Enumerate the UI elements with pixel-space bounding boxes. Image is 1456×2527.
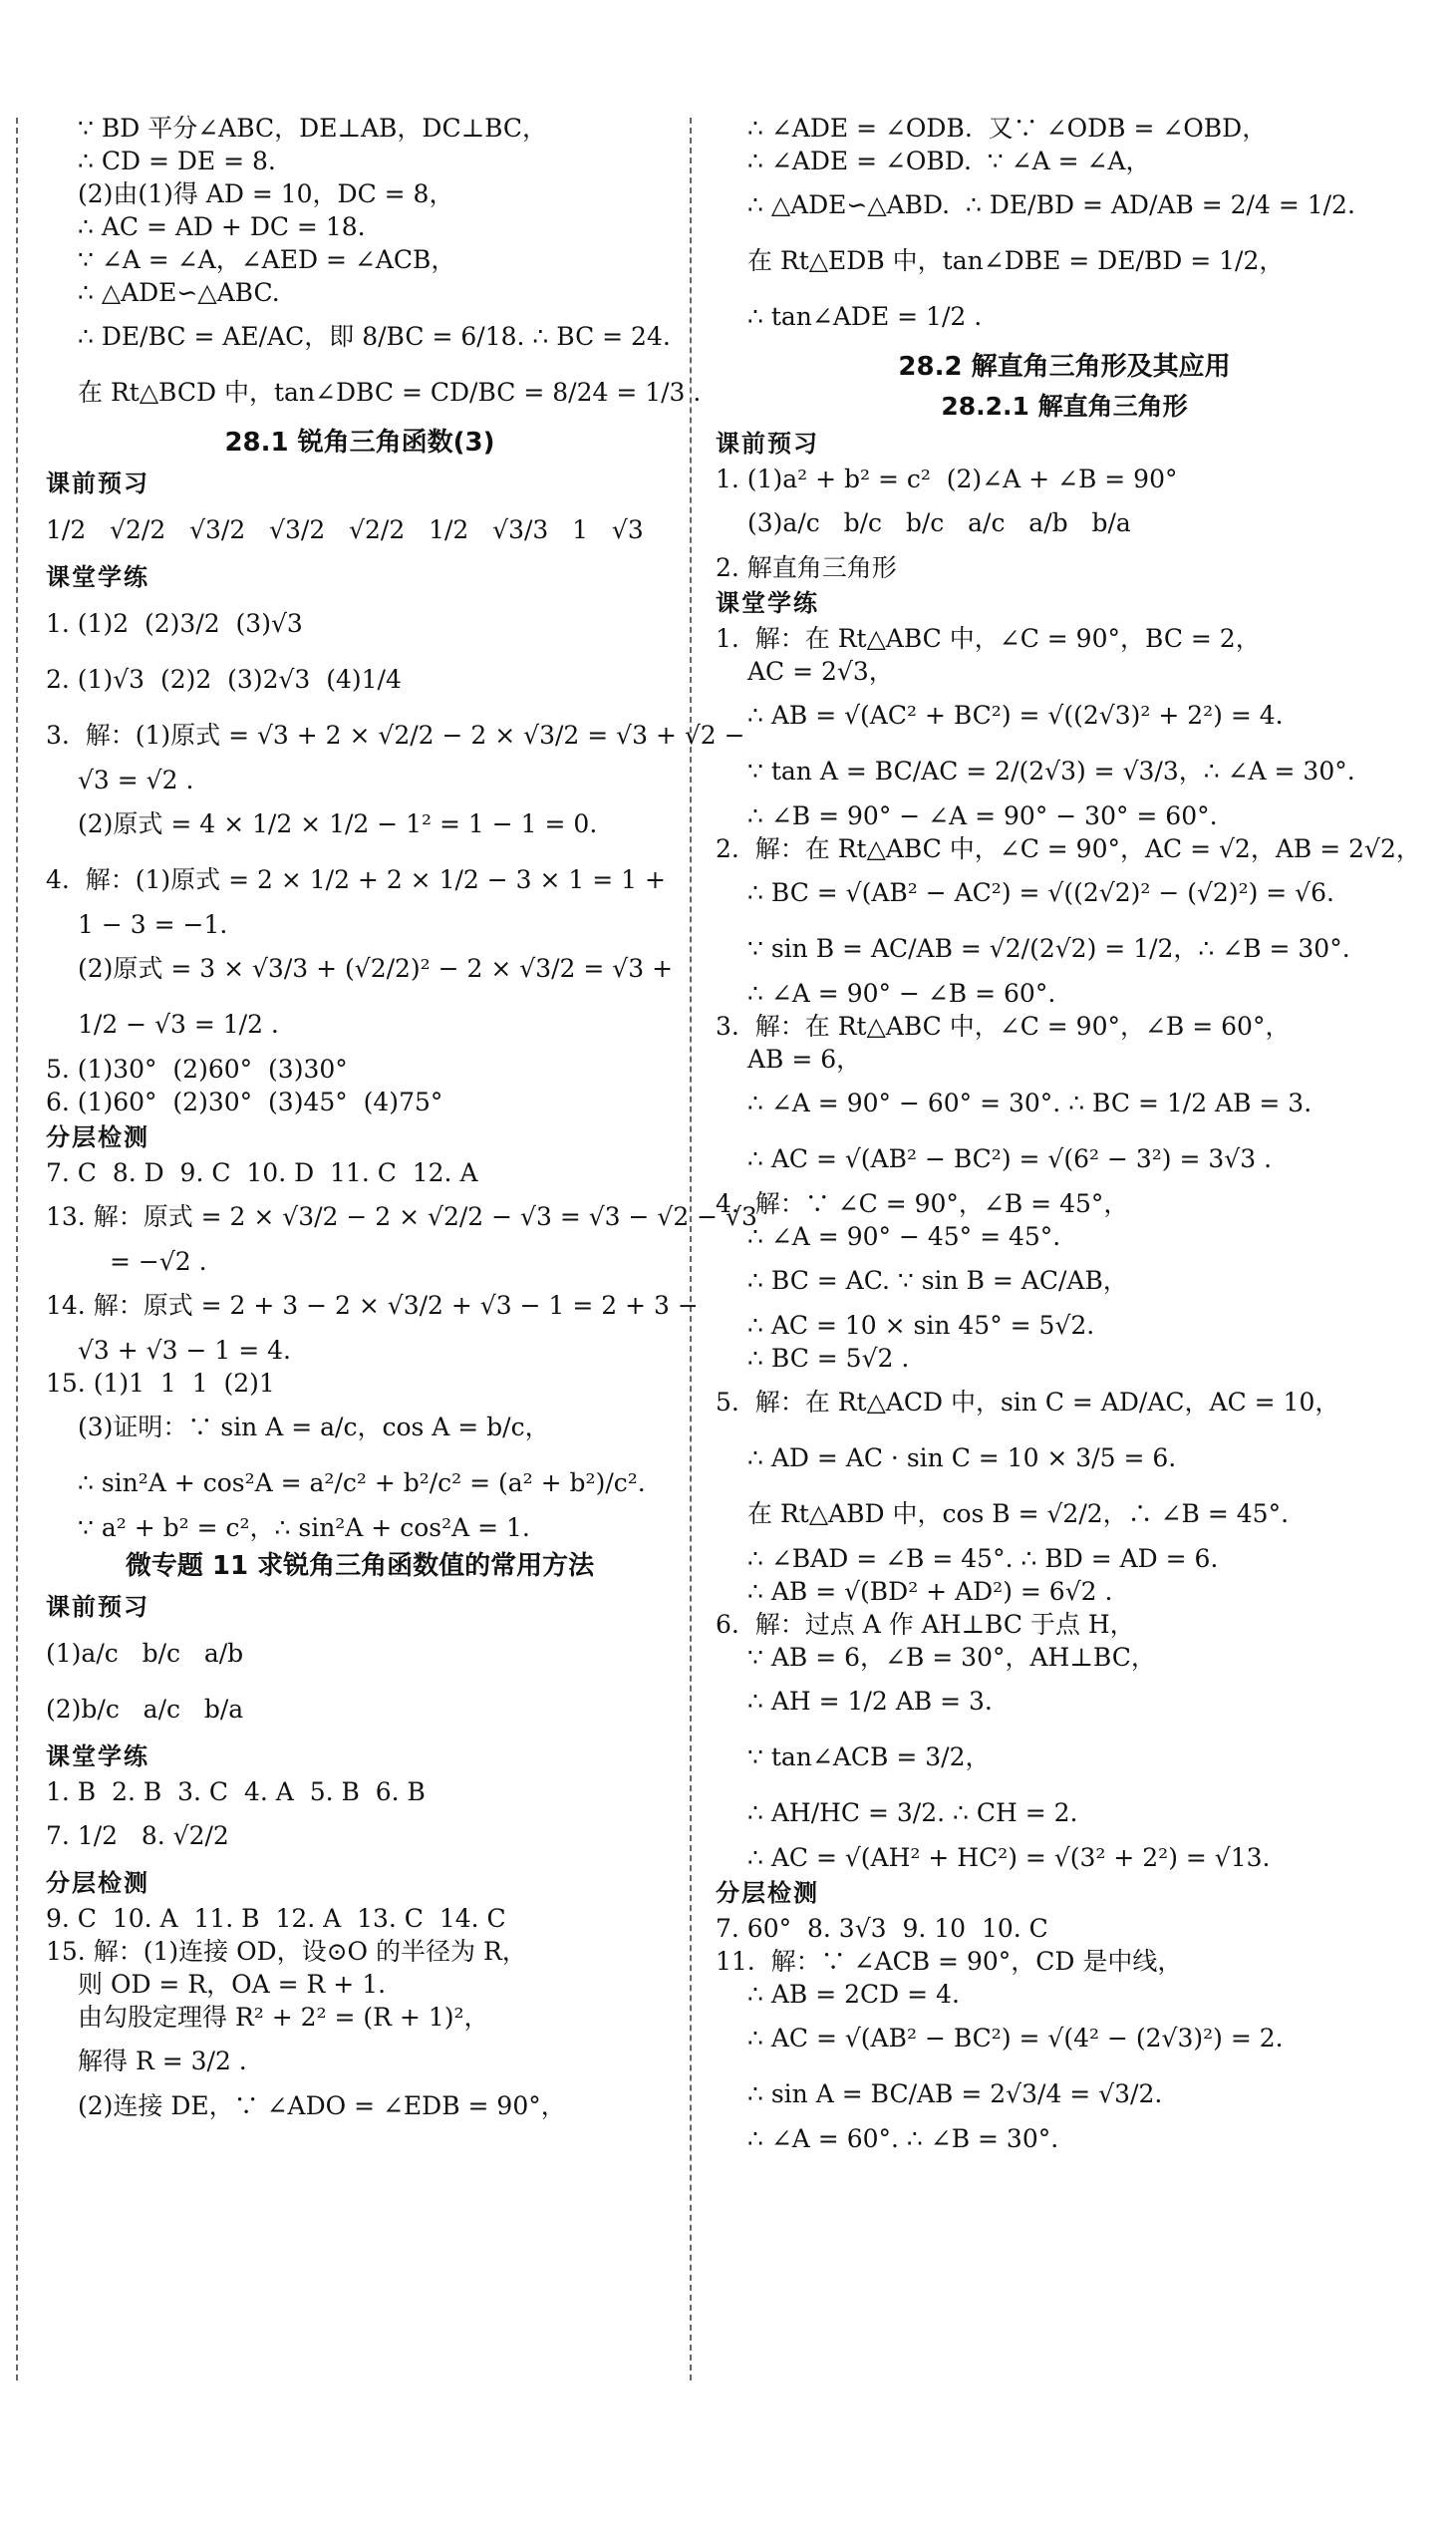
text-line: 1. 解：在 Rt△ABC 中，∠C = 90°，BC = 2， xyxy=(716,624,1261,653)
text-line: 1 − 3 = −1. xyxy=(78,910,228,939)
section-label: 课堂学练 xyxy=(46,1742,149,1770)
text-line: 4. 解：(1)原式 = 2 × 1/2 + 2 × 1/2 − 3 × 1 = 1 + xyxy=(46,865,666,894)
text-line: ∴ sin²A + cos²A = a²/c² + b²/c² = (a² + b²)/c². xyxy=(78,1468,646,1497)
section-label: 分层检测 xyxy=(716,1879,819,1907)
text-line: (3)证明：∵ sin A = a/c，cos A = b/c， xyxy=(78,1413,550,1441)
text-line: ∴ BC = AC. ∵ sin B = AC/AB， xyxy=(747,1266,1128,1295)
text-line: = −√2 . xyxy=(110,1247,207,1276)
text-line: ∴ BC = √(AB² − AC²) = √((2√2)² − (√2)²) = √6. xyxy=(747,878,1334,907)
text-line: (2)原式 = 3 × √3/3 + (√2/2)² − 2 × √3/2 = √3 + xyxy=(78,954,674,983)
section-heading: 28.2 解直角三角形及其应用 xyxy=(898,352,1231,382)
text-line: 解得 R = 3/2 . xyxy=(78,2047,247,2075)
text-line: ∵ AB = 6，∠B = 30°，AH⊥BC， xyxy=(747,1643,1156,1672)
text-line: (3)a/c b/c b/c a/c a/b b/a xyxy=(747,508,1131,537)
text-line: ∴ ∠A = 90° − ∠B = 60°. xyxy=(747,979,1056,1008)
text-line: ∴ AD = AC · sin C = 10 × 3/5 = 6. xyxy=(747,1443,1177,1472)
section-label: 课前预习 xyxy=(46,470,149,497)
text-line: 6. (1)60° (2)30° (3)45° (4)75° xyxy=(46,1088,443,1116)
text-line: 1/2 − √3 = 1/2 . xyxy=(78,1010,279,1039)
text-line: ∴ ∠ADE = ∠ODB. 又∵ ∠ODB = ∠OBD， xyxy=(747,114,1268,143)
text-line: ∴ DE/BC = AE/AC，即 8/BC = 6/18. ∴ BC = 24. xyxy=(78,322,671,351)
text-line: 5. (1)30° (2)60° (3)30° xyxy=(46,1055,348,1084)
text-line: 13. 解：原式 = 2 × √3/2 − 2 × √2/2 − √3 = √3 − √2 − √3 xyxy=(46,1202,757,1231)
text-line: √3 + √3 − 1 = 4. xyxy=(78,1336,291,1365)
text-line: ∴ sin A = BC/AB = 2√3/4 = √3/2. xyxy=(747,2079,1163,2108)
text-line: √3 = √2 . xyxy=(78,766,194,794)
text-line: 7. 60° 8. 3√3 9. 10 10. C xyxy=(716,1914,1048,1943)
page-edge-rule xyxy=(16,118,18,2380)
text-line: 3. 解：(1)原式 = √3 + 2 × √2/2 − 2 × √3/2 = √3 + √2 − xyxy=(46,721,745,750)
section-label: 分层检测 xyxy=(46,1123,149,1151)
left-column xyxy=(46,112,757,2122)
text-line: ∴ △ADE∽△ABC. xyxy=(78,278,280,307)
text-line: ∴ ∠B = 90° − ∠A = 90° − 30° = 60°. xyxy=(747,801,1218,830)
text-line: ∴ ∠A = 90° − 60° = 30°. ∴ BC = 1/2 AB = 3. xyxy=(747,1089,1312,1117)
text-line: ∴ ∠ADE = ∠OBD. ∵ ∠A = ∠A， xyxy=(747,147,1151,175)
text-line: AC = 2√3， xyxy=(747,657,894,686)
text-line: 5. 解：在 Rt△ACD 中，sin C = AD/AC，AC = 10， xyxy=(716,1388,1340,1417)
text-line: 7. 1/2 8. √2/2 xyxy=(46,1821,229,1850)
text-line: 2. (1)√3 (2)2 (3)2√3 (4)1/4 xyxy=(46,665,402,694)
text-line: 1. (1)a² + b² = c² (2)∠A + ∠B = 90° xyxy=(716,465,1178,493)
section-label: 课前预习 xyxy=(716,430,819,458)
text-line: 2. 解：在 Rt△ABC 中，∠C = 90°，AC = √2，AB = 2√2， xyxy=(716,834,1421,863)
text-line: ∴ tan∠ADE = 1/2 . xyxy=(747,302,983,331)
text-line: 由勾股定理得 R² + 2² = (R + 1)²， xyxy=(78,2003,489,2032)
text-line: ∵ BD 平分∠ABC，DE⊥AB，DC⊥BC， xyxy=(78,114,548,143)
text-line: ∴ AB = √(BD² + AD²) = 6√2 . xyxy=(747,1577,1113,1606)
section-label: 课堂学练 xyxy=(716,589,819,617)
text-line: ∴ AC = AD + DC = 18. xyxy=(78,212,366,241)
text-line: ∴ AB = √(AC² + BC²) = √((2√3)² + 2²) = 4. xyxy=(747,701,1284,730)
text-line: 6. 解：过点 A 作 AH⊥BC 于点 H， xyxy=(716,1610,1135,1639)
section-subheading: 28.2.1 解直角三角形 xyxy=(941,392,1188,421)
section-label: 分层检测 xyxy=(46,1869,149,1897)
text-line: ∴ AC = √(AH² + HC²) = √(3² + 2²) = √13. xyxy=(747,1843,1271,1872)
section-heading: 微专题 11 求锐角三角函数值的常用方法 xyxy=(125,1551,595,1581)
text-line: 11. 解：∵ ∠ACB = 90°，CD 是中线， xyxy=(716,1947,1183,1976)
text-line: 在 Rt△ABD 中，cos B = √2/2，∴ ∠B = 45°. xyxy=(747,1499,1290,1528)
text-line: (2)原式 = 4 × 1/2 × 1/2 − 1² = 1 − 1 = 0. xyxy=(78,809,598,838)
text-line: 3. 解：在 Rt△ABC 中，∠C = 90°，∠B = 60°， xyxy=(716,1012,1291,1041)
text-line: (2)由(1)得 AD = 10，DC = 8， xyxy=(78,179,454,208)
text-line: 则 OD = R，OA = R + 1. xyxy=(78,1970,387,1999)
text-line: ∴ △ADE∽△ABD. ∴ DE/BD = AD/AB = 2/4 = 1/2. xyxy=(747,190,1355,219)
text-line: ∴ AC = 10 × sin 45° = 5√2. xyxy=(747,1311,1095,1340)
text-line: ∴ AB = 2CD = 4. xyxy=(747,1980,960,2009)
text-line: ∴ ∠A = 90° − 45° = 45°. xyxy=(747,1222,1061,1251)
section-heading: 28.1 锐角三角函数(3) xyxy=(224,428,495,458)
section-label: 课堂学练 xyxy=(46,563,149,591)
text-line: AB = 6， xyxy=(747,1045,862,1074)
text-line: ∵ tan A = BC/AC = 2/(2√3) = √3/3，∴ ∠A = 30°. xyxy=(747,757,1355,786)
text-line: ∴ ∠A = 60°. ∴ ∠B = 30°. xyxy=(747,2124,1059,2153)
text-line: 1/2 √2/2 √3/2 √3/2 √2/2 1/2 √3/3 1 √3 xyxy=(46,515,644,544)
section-label: 课前预习 xyxy=(46,1593,149,1621)
text-line: 7. C 8. D 9. C 10. D 11. C 12. A xyxy=(46,1158,478,1187)
text-line: 1. B 2. B 3. C 4. A 5. B 6. B xyxy=(46,1777,426,1806)
text-line: ∵ ∠A = ∠A，∠AED = ∠ACB， xyxy=(78,245,456,274)
text-line: ∴ AC = √(AB² − BC²) = √(6² − 3²) = 3√3 . xyxy=(747,1144,1273,1173)
text-line: ∵ sin B = AC/AB = √2/(2√2) = 1/2，∴ ∠B = 30°. xyxy=(747,934,1350,963)
text-line: ∴ AH = 1/2 AB = 3. xyxy=(747,1687,993,1716)
text-line: 在 Rt△EDB 中，tan∠DBE = DE/BD = 1/2， xyxy=(747,246,1285,275)
text-line: 在 Rt△BCD 中，tan∠DBC = CD/BC = 8/24 = 1/3 . xyxy=(78,378,702,407)
text-line: (1)a/c b/c a/b xyxy=(46,1639,244,1668)
text-line: ∴ AH/HC = 3/2. ∴ CH = 2. xyxy=(747,1798,1078,1827)
text-line: ∴ BC = 5√2 . xyxy=(747,1344,910,1373)
text-line: ∵ tan∠ACB = 3/2， xyxy=(747,1742,991,1771)
text-line: ∴ AC = √(AB² − BC²) = √(4² − (2√3)²) = 2. xyxy=(747,2024,1284,2053)
text-line: (2)b/c a/c b/a xyxy=(46,1695,244,1724)
text-line: 15. (1)1 1 1 (2)1 xyxy=(46,1369,275,1398)
text-line: ∴ CD = DE = 8. xyxy=(78,147,276,175)
right-column xyxy=(716,112,1421,2155)
text-line: 14. 解：原式 = 2 + 3 − 2 × √3/2 + √3 − 1 = 2 + 3 − xyxy=(46,1291,699,1320)
column-divider xyxy=(690,118,692,2380)
text-line: ∴ ∠BAD = ∠B = 45°. ∴ BD = AD = 6. xyxy=(747,1544,1219,1573)
text-line: 1. (1)2 (2)3/2 (3)√3 xyxy=(46,609,303,638)
text-line: (2)连接 DE，∵ ∠ADO = ∠EDB = 90°， xyxy=(78,2091,566,2120)
text-line: ∵ a² + b² = c²，∴ sin²A + cos²A = 1. xyxy=(78,1513,530,1542)
text-line: 4. 解：∵ ∠C = 90°，∠B = 45°， xyxy=(716,1189,1129,1218)
text-line: 2. 解直角三角形 xyxy=(716,553,897,582)
text-line: 9. C 10. A 11. B 12. A 13. C 14. C xyxy=(46,1904,506,1933)
text-line: 15. 解：(1)连接 OD，设⊙O 的半径为 R， xyxy=(46,1937,527,1966)
